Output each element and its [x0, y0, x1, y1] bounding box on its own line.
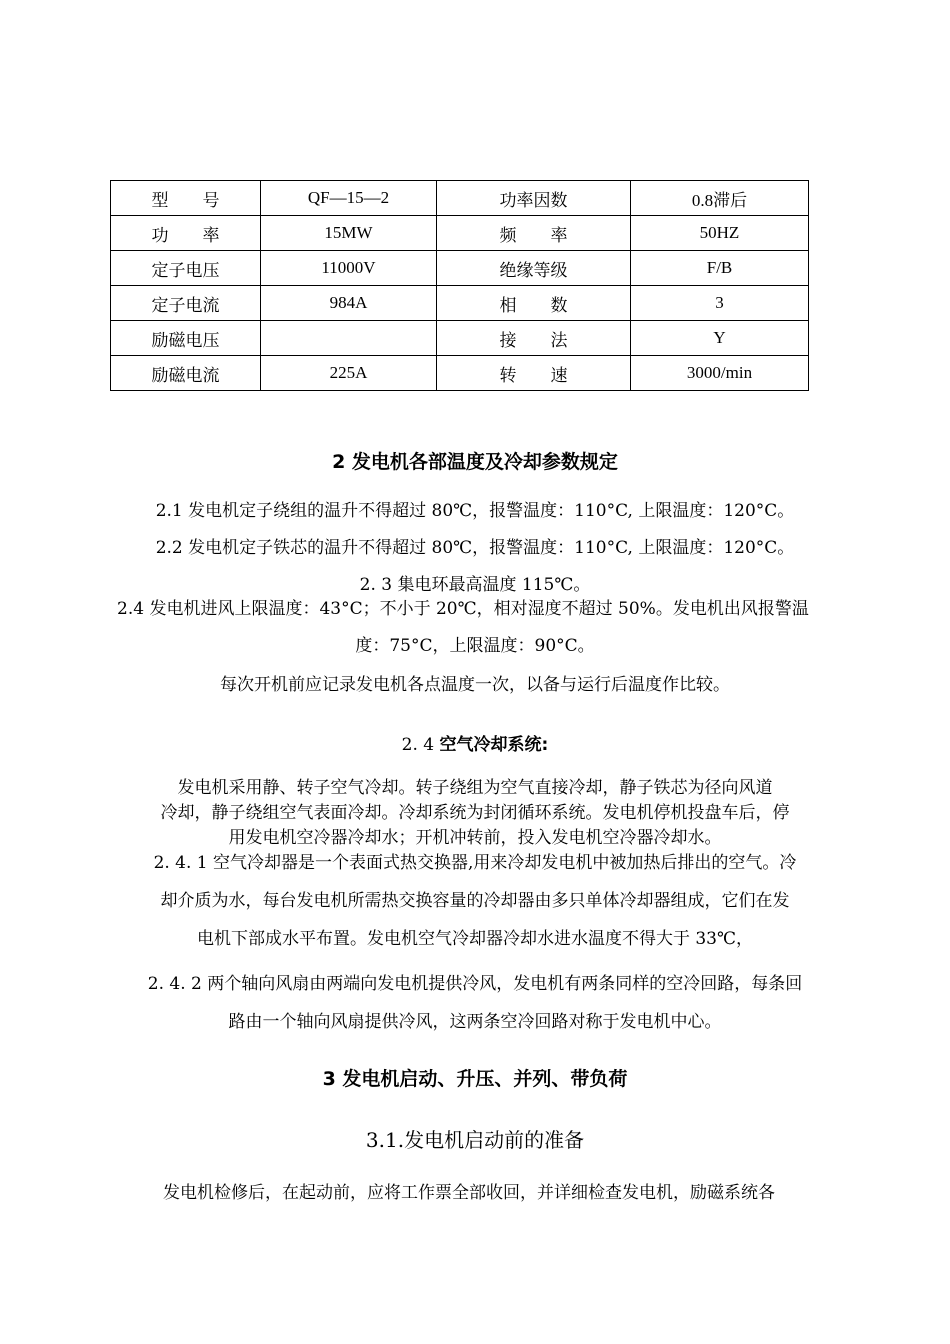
spec-label: 相 数 — [437, 286, 631, 321]
spec-label: 功率因数 — [437, 181, 631, 216]
paragraph-2-4-1-line-2: 却介质为水，每台发电机所需热交换容量的冷却器由多只单体冷却器组成，它们在发 — [160, 891, 790, 911]
paragraph-record-temp: 每次开机前应记录发电机各点温度一次，以备与运行后温度作比较。 — [220, 675, 730, 695]
spec-value — [261, 321, 437, 356]
spec-value: F/B — [631, 251, 809, 286]
spec-value: 11000V — [261, 251, 437, 286]
paragraph-2-4-1-line-1: 2. 4. 1 空气冷却器是一个表面式热交换器,用来冷却发电机中被加热后排出的空气。冷 — [153, 853, 797, 873]
spec-label: 励磁电流 — [111, 356, 261, 391]
spec-value: 225A — [261, 356, 437, 391]
paragraph-2-4-1-line-3: 电机下部成水平布置。发电机空气冷却器冷却水进水温度不得大于 33℃， — [196, 929, 754, 949]
spec-value: 50HZ — [631, 216, 809, 251]
spec-label: 型 号 — [111, 181, 261, 216]
spec-value: Y — [631, 321, 809, 356]
section-3-heading: 3 发电机启动、升压、并列、带负荷 — [322, 1068, 628, 1090]
spec-label: 转 速 — [437, 356, 631, 391]
paragraph-2-4-2-line-1: 2. 4. 2 两个轴向风扇由两端向发电机提供冷风，发电机有两条同样的空冷回路，每条回 — [147, 974, 803, 994]
spec-label: 定子电流 — [111, 286, 261, 321]
spec-value: 15MW — [261, 216, 437, 251]
paragraph-2-4-2-line-2: 路由一个轴向风扇提供冷风，这两条空冷回路对称于发电机中心。 — [228, 1012, 722, 1032]
paragraph-2-4-line-2: 度：75°C，上限温度：90°C。 — [355, 636, 595, 656]
paragraph-2-2: 2.2 发电机定子铁芯的温升不得超过 80℃，报警温度：110°C, 上限温度：120°C。 — [155, 538, 795, 558]
air-cooling-para-line-2: 冷却，静子绕组空气表面冷却。冷却系统为封闭循环系统。发电机停机投盘车后，停 — [160, 803, 790, 823]
generator-spec-table — [110, 180, 809, 391]
paragraph-3-1: 发电机检修后，在起动前，应将工作票全部收回，并详细检查发电机，励磁系统各 — [163, 1183, 775, 1203]
spec-value: 3000/min — [631, 356, 809, 391]
spec-value: 0.8滞后 — [631, 181, 809, 216]
paragraph-2-1: 2.1 发电机定子绕组的温升不得超过 80℃，报警温度：110°C, 上限温度：120°C。 — [155, 501, 795, 521]
air-cooling-heading — [0, 733, 950, 757]
table-row — [111, 356, 809, 391]
spec-label: 频 率 — [437, 216, 631, 251]
table-row — [111, 251, 809, 286]
spec-label: 励磁电压 — [111, 321, 261, 356]
spec-label: 定子电压 — [111, 251, 261, 286]
spec-value: QF—15—2 — [261, 181, 437, 216]
spec-value: 984A — [261, 286, 437, 321]
section-2-heading: 2 发电机各部温度及冷却参数规定 — [332, 451, 618, 473]
table-row — [111, 286, 809, 321]
table-row — [111, 321, 809, 356]
air-cooling-number: 2. 4 — [401, 735, 440, 755]
air-cooling-para-line-3: 用发电机空冷器冷却水；开机冲转前，投入发电机空冷器冷却水。 — [228, 828, 722, 848]
air-cooling-para-line-1: 发电机采用静、转子空气冷却。转子绕组为空气直接冷却，静子铁芯为径向风道 — [177, 778, 773, 798]
spec-label: 绝缘等级 — [437, 251, 631, 286]
table-row — [111, 181, 809, 216]
spec-value: 3 — [631, 286, 809, 321]
air-cooling-title: 空气冷却系统: — [439, 735, 549, 755]
spec-label: 接 法 — [437, 321, 631, 356]
paragraph-2-3: 2. 3 集电环最高温度 115℃。 — [359, 575, 591, 595]
table-row — [111, 216, 809, 251]
section-3-1-heading: 3.1.发电机启动前的准备 — [365, 1128, 585, 1152]
paragraph-2-4-line-1: 2.4 发电机进风上限温度：43°C；不小于 20℃，相对湿度不超过 50%。发电机出风报警温 — [117, 599, 809, 619]
spec-label: 功 率 — [111, 216, 261, 251]
